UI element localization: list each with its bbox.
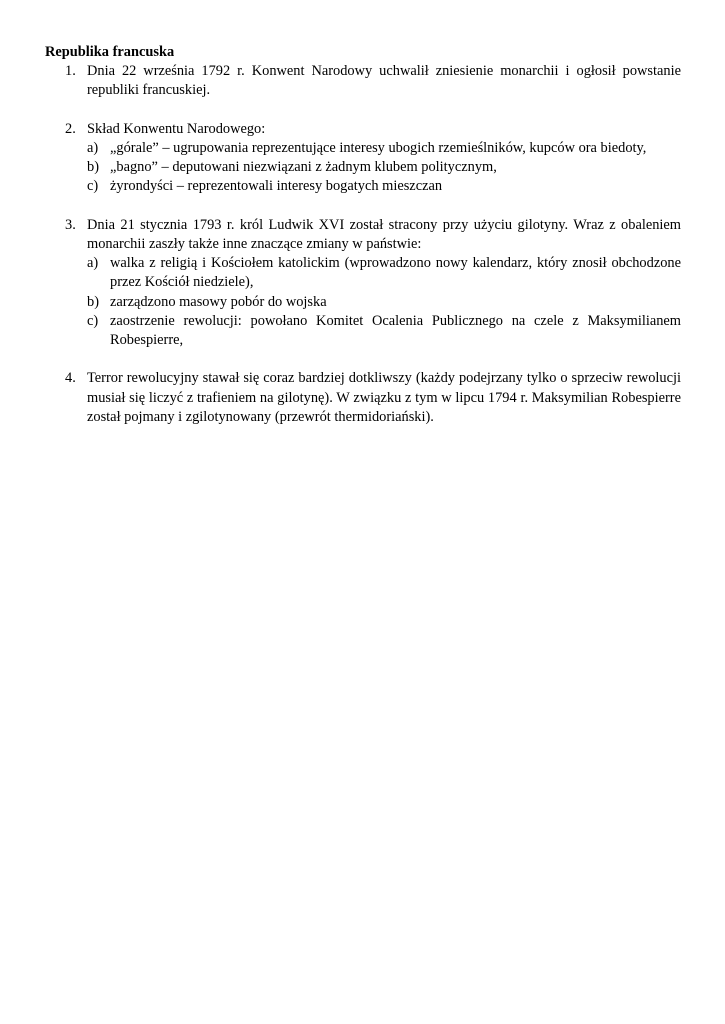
sublist-item-letter: c): [87, 312, 99, 329]
sublist-item-letter: b): [87, 159, 99, 176]
sublist-item-text: zaostrzenie rewolucji: powołano Komitet Ocalenia Publicznego na czele z Maksymilianem Robespierre,: [110, 312, 681, 348]
list-item-number: 3.: [65, 216, 76, 233]
sublist-item-letter: c): [87, 178, 99, 195]
list-item-number: 1.: [65, 63, 76, 80]
sublist-item-3c: [87, 312, 681, 350]
sublist-item-2a: [87, 139, 681, 158]
list-item-3: [45, 216, 681, 350]
sublist-item-text: zarządzono masowy pobór do wojska: [110, 293, 327, 310]
sublist-item-text: żyrondyści – reprezentowali interesy bogatych mieszczan: [110, 178, 443, 195]
sublist-item-letter: b): [87, 293, 99, 310]
list-item-4: [45, 369, 681, 427]
list-item-text: Skład Konwentu Narodowego:: [87, 120, 266, 137]
sublist-item-text: „bagno” – deputowani niezwiązani z żadnym klubem politycznym,: [110, 159, 497, 176]
list-item-text: Dnia 21 stycznia 1793 r. król Ludwik XVI został stracony przy użyciu gilotyny. Wraz z obaleniem monarchii zaszły także inne znaczące zmiany w państwie:: [87, 216, 681, 252]
sublist-item-text: „górale” – ugrupowania reprezentujące interesy ubogich rzemieślników, kupców ora biedoty,: [110, 139, 647, 156]
list-item-1: [45, 62, 681, 100]
list-item-text: Dnia 22 września 1792 r. Konwent Narodowy uchwalił zniesienie monarchii i ogłosił powstanie republiki francuskiej.: [87, 63, 681, 99]
sublist-item-3b: [87, 293, 681, 312]
sublist-item-2b: [87, 158, 681, 177]
sublist-item-3a: [87, 254, 681, 292]
list-item-number: 2.: [65, 120, 76, 137]
list-item-text: Terror rewolucyjny stawał się coraz bardziej dotkliwszy (każdy podejrzany tylko o sprzeciw rewolucji musiał się liczyć z trafieniem na gilotynę). W związku z tym w lipcu 1794 r. Maksymilian Robespierre został pojmany i zgilotynowany (przewrót thermidoriański).: [87, 370, 681, 425]
list-item-2: [45, 120, 681, 197]
sublist-item-text: walka z religią i Kościołem katolickim (wprowadzono nowy kalendarz, który znosił obchodzone przez Kościół niedziele),: [110, 255, 681, 291]
list-item-number: 4.: [65, 370, 76, 387]
sublist-item-letter: a): [87, 255, 99, 272]
sublist-item-2c: [87, 177, 681, 196]
document-page: [45, 43, 681, 427]
document-title: Republika francuska: [45, 44, 175, 60]
sublist-item-letter: a): [87, 139, 99, 156]
